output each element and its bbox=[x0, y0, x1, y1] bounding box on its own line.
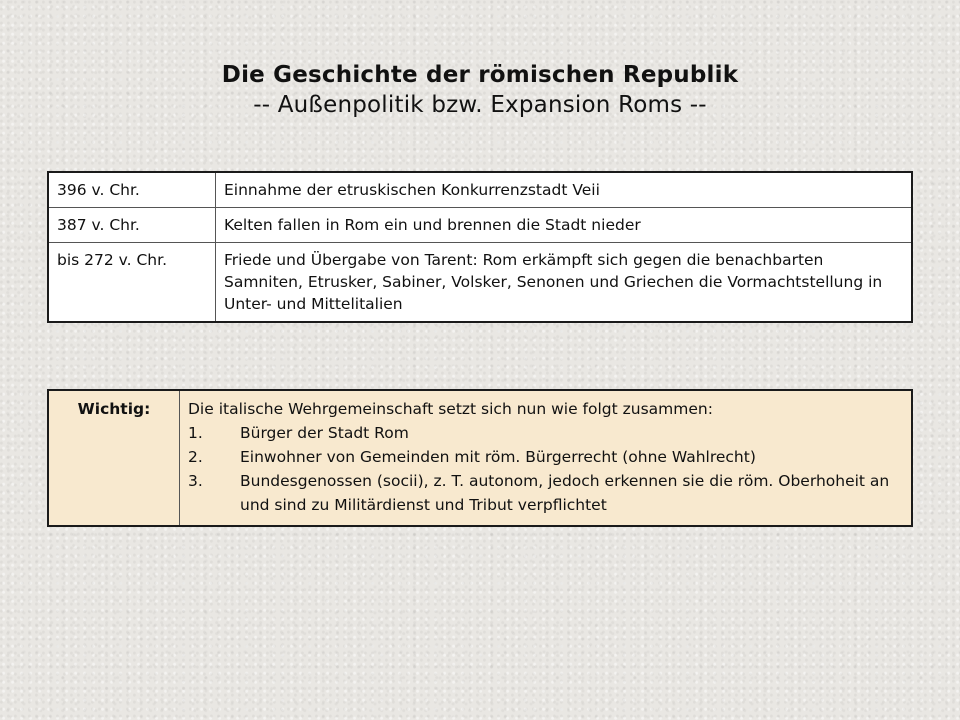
table-row bbox=[48, 172, 912, 208]
important-intro: Die italische Wehrgemeinschaft setzt sich nun wie folgt zusammen: bbox=[188, 400, 713, 418]
timeline-table bbox=[47, 171, 913, 323]
important-content bbox=[180, 390, 913, 526]
slide-title bbox=[0, 60, 960, 120]
list-text: Bürger der Stadt Rom bbox=[240, 424, 409, 442]
date-cell: 387 v. Chr. bbox=[48, 208, 216, 243]
member-list bbox=[188, 421, 903, 517]
date-cell: bis 272 v. Chr. bbox=[48, 243, 216, 323]
event-cell: Kelten fallen in Rom ein und brennen die Stadt nieder bbox=[216, 208, 913, 243]
list-text: Bundesgenossen (socii), z. T. autonom, jedoch erkennen sie die röm. Oberhoheit an und sind zu Militärdienst und Tribut verpflichtet bbox=[240, 472, 890, 514]
list-number: 3. bbox=[188, 472, 203, 490]
table-row bbox=[48, 390, 912, 526]
list-item bbox=[188, 421, 903, 445]
list-text: Einwohner von Gemeinden mit röm. Bürgerrecht (ohne Wahlrecht) bbox=[240, 448, 756, 466]
list-item bbox=[188, 445, 903, 469]
table-row bbox=[48, 243, 912, 323]
list-number: 1. bbox=[188, 424, 203, 442]
list-item bbox=[188, 469, 903, 517]
title-main: Die Geschichte der römischen Republik bbox=[221, 62, 739, 88]
event-cell: Friede und Übergabe von Tarent: Rom erkämpft sich gegen die benachbarten Samniten, Etrusker, Sabiner, Volsker, Senonen und Griechen die Vormachtstellung in Unter- und Mittelitalien bbox=[216, 243, 913, 323]
list-number: 2. bbox=[188, 448, 203, 466]
table-row bbox=[48, 208, 912, 243]
important-box bbox=[47, 389, 913, 527]
important-label: Wichtig: bbox=[48, 390, 180, 526]
title-subtitle: -- Außenpolitik bzw. Expansion Roms -- bbox=[253, 92, 707, 118]
date-cell: 396 v. Chr. bbox=[48, 172, 216, 208]
event-cell: Einnahme der etruskischen Konkurrenzstadt Veii bbox=[216, 172, 913, 208]
